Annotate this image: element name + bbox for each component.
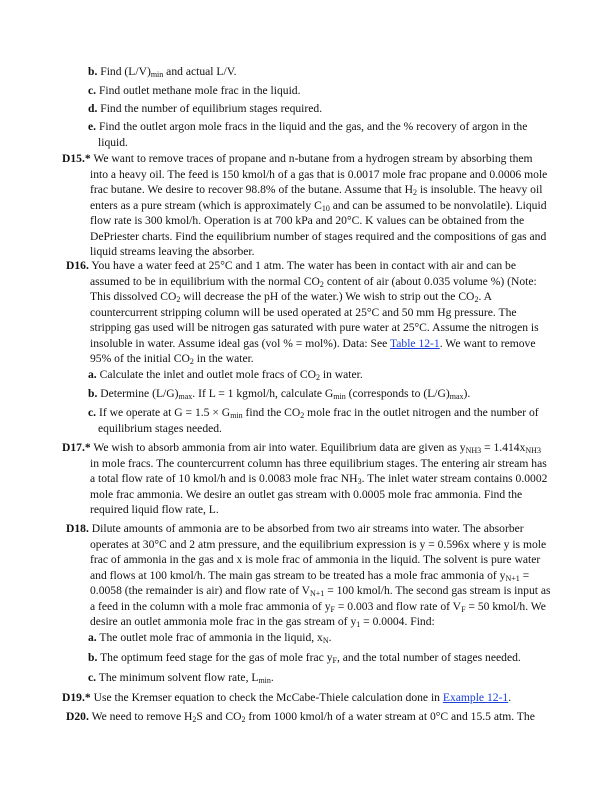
d16-item-a: a. Calculate the inlet and outlet mole fracs of $CO_2$ in water. bbox=[88, 368, 363, 382]
item-e: e. Find the outlet argon mole fracs in the liquid and the gas, and the % recovery of argon in the liquid. bbox=[88, 120, 528, 149]
item-c: c. Find outlet methane mole frac in the liquid. bbox=[88, 84, 301, 97]
item-b: b. Find $(L/V)_{min}$ and actual L/V. bbox=[88, 65, 237, 79]
problem-d19: D19.* Use the Kremser equation to check the McCabe-Thiele calculation done in Example 12-1. bbox=[62, 691, 512, 704]
table-12-1-link[interactable]: Table 12-1 bbox=[389, 336, 440, 350]
d18-item-b: b. The optimum feed stage for the gas of mole frac $y_F$, and the total number of stages needed. bbox=[88, 651, 521, 665]
problem-d20: D20. We need to remove $H_2S$ and $CO_2$ from 1000 kmol/h of a water stream at 0°C and 15.5 atm. The bbox=[66, 710, 535, 724]
d18-item-c: c. The minimum solvent flow rate, $L_{min}$. bbox=[88, 671, 274, 685]
d18-item-a: a. The outlet mole frac of ammonia in the liquid, $x_N$. bbox=[88, 631, 332, 645]
d16-item-b: b. Determine $(L/G)_{max}$. If L = 1 kgmol/h, calculate $G_{min}$ (corresponds to $(L/G)_{max}$). bbox=[88, 387, 471, 401]
problem-d18: D18. Dilute amounts of ammonia are to be absorbed from two air streams into water. The absorber operates at 30°C and 2 atm pressure, and the equilibrium expression is y = 0.596x where y is mole frac of ammonia in the gas and x is mole frac of ammonia in the liquid. The solvent is pure water and flows at 100 kmol/h. The main gas stream to be treated has a mole frac ammonia of $y_{N+1} = 0.0058$ (the remainder is air) and flow rate of $V_{N+1} = 100$ kmol/h. The second gas stream is input as a feed in the column with a mole frac ammonia of $y_F = 0.003$ and flow rate of $V_F = 50$ kmol/h. We desire an outlet ammonia mole frac in the gas stream of $y_1 = 0.0004$. Find: bbox=[66, 522, 551, 629]
item-d: d. Find the number of equilibrium stages required. bbox=[88, 102, 323, 115]
problem-d15: D15.* We want to remove traces of propane and n-butane from a hydrogen stream by absorbing them into a heavy oil. The feed is 150 kmol/h of a gas that is 0.0017 mole frac propane and 0.0006 mole frac butane. We desire to recover 98.8% of the butane. Assume that $H_2$ is insoluble. The heavy oil enters as a pure stream (which is approximately $C_{10}$ and can be assumed to be nonvolatile). Liquid flow rate is 300 kmol/h. Operation is at 700 kPa and 20°C. K values can be obtained from the DePriester charts. Find the equilibrium number of stages required and the compositions of gas and liquid streams leaving the absorber. bbox=[62, 152, 548, 258]
problem-d17: D17.* We wish to absorb ammonia from air into water. Equilibrium data are given as $y_{NH3} = 1.414x_{NH3}$ in mole fracs. The countercurrent column has three equilibrium stages. The entering air stream has a total flow rate of 10 kmol/h and is 0.0083 mole frac $NH_3$. The inlet water stream contains 0.0002 mole frac ammonia. We desire an outlet gas stream with 0.0005 mole frac ammonia. Find the required liquid flow rate, L. bbox=[62, 441, 548, 516]
d16-item-c: c. If we operate at $G = 1.5 \times G_{min}$ find the $CO_2$ mole frac in the outlet nitrogen and the number of equilibrium stages needed. bbox=[88, 406, 539, 435]
problem-d16: D16. You have a water feed at 25°C and 1 atm. The water has been in contact with air and can be assumed to be in equilibrium with the normal $CO_2$ content of air (about 0.035 volume %) (Note: This dissolved $CO_2$ will decrease the pH of the water.) We wish to strip out the $CO_2$. A countercurrent stripping column will be used operated at 25°C and 50 mm Hg pressure. The stripping gas used will be nitrogen gas saturated with pure water at 25°C. Assume the nitrogen is insoluble in water. Assume ideal gas (vol % = mol%). Data: See Table 12-1. We want to remove 95% of the initial $CO_2$ in the water. bbox=[66, 259, 539, 366]
example-12-1-link[interactable]: Example 12-1 bbox=[442, 691, 509, 704]
